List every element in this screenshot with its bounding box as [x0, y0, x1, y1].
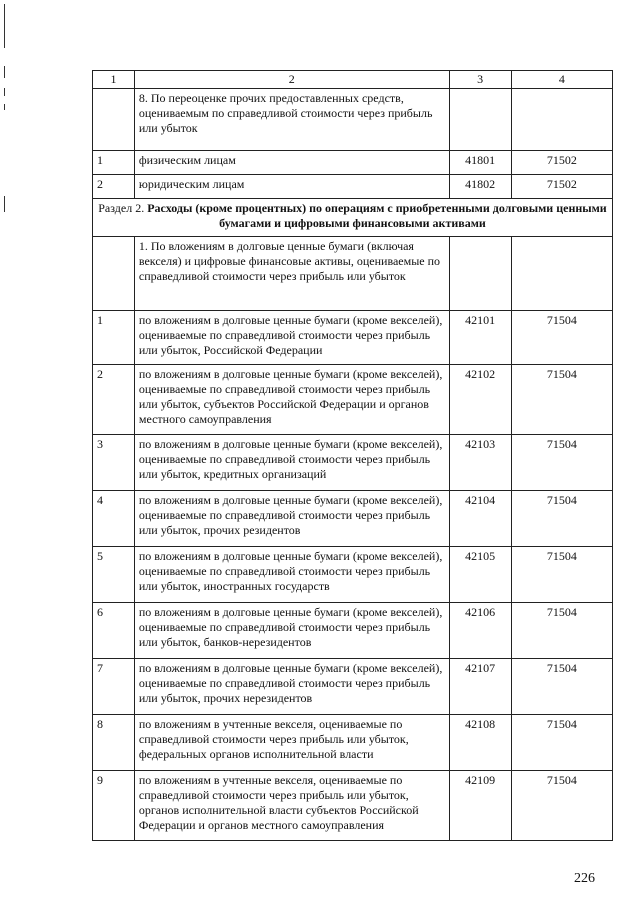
row-text: по вложениям в долговые ценные бумаги (кроме векселей), оцениваемые по справедливой стоимости через прибыль или убыток, прочих нерезидентов: [134, 659, 449, 715]
row-account: [511, 89, 612, 151]
row-account: 71502: [511, 175, 612, 199]
row-number: 4: [93, 491, 135, 547]
table-header-row: [93, 71, 613, 89]
section-title: Расходы (кроме процентных) по операциям с приобретенными долговыми ценными бумагами и цифровыми финансовыми активами: [147, 201, 607, 230]
row-account: 71504: [511, 491, 612, 547]
section-heading: [93, 199, 613, 237]
row-text: 8. По переоценке прочих предоставленных средств, оцениваемым по справедливой стоимости через прибыль или убыток: [134, 89, 449, 151]
row-number: 9: [93, 771, 135, 841]
row-text: по вложениям в долговые ценные бумаги (кроме векселей), оцениваемые по справедливой стоимости через прибыль или убыток, субъектов Российской Федерации и органов местного самоуправления: [134, 365, 449, 435]
row-text: по вложениям в долговые ценные бумаги (кроме векселей), оцениваемые по справедливой стоимости через прибыль или убыток, банков-нерезидентов: [134, 603, 449, 659]
row-text: по вложениям в долговые ценные бумаги (кроме векселей), оцениваемые по справедливой стоимости через прибыль или убыток, кредитных организаций: [134, 435, 449, 491]
row-number: [93, 237, 135, 311]
scan-margin-mark: [4, 66, 5, 78]
row-number: 1: [93, 311, 135, 365]
row-account: 71504: [511, 659, 612, 715]
header-cell-4: 4: [511, 71, 612, 89]
scan-margin-mark: [4, 88, 5, 96]
row-code: 42105: [449, 547, 511, 603]
row-account: 71504: [511, 603, 612, 659]
row-account: [511, 237, 612, 311]
row-code: 42109: [449, 771, 511, 841]
section-prefix: Раздел 2.: [98, 201, 148, 215]
row-code: 42104: [449, 491, 511, 547]
row-account: 71504: [511, 771, 612, 841]
row-code: 42103: [449, 435, 511, 491]
row-text: юридическим лицам: [134, 175, 449, 199]
section-row: [93, 199, 613, 237]
row-number: 3: [93, 435, 135, 491]
header-cell-2: 2: [134, 71, 449, 89]
scan-margin-mark: [4, 196, 5, 212]
row-number: 5: [93, 547, 135, 603]
row-code: 42102: [449, 365, 511, 435]
row-account: 71504: [511, 435, 612, 491]
row-text: по вложениям в долговые ценные бумаги (кроме векселей), оцениваемые по справедливой стоимости через прибыль или убыток, иностранных государств: [134, 547, 449, 603]
table-row: [93, 603, 613, 659]
row-text: по вложениям в долговые ценные бумаги (кроме векселей), оцениваемые по справедливой стоимости через прибыль или убыток, Российской Федерации: [134, 311, 449, 365]
row-number: 8: [93, 715, 135, 771]
row-code: 42108: [449, 715, 511, 771]
row-text: 1. По вложениям в долговые ценные бумаги (включая векселя) и цифровые финансовые активы, оцениваемые по справедливой стоимости через прибыль или убыток: [134, 237, 449, 311]
table-row: [93, 151, 613, 175]
row-code: [449, 89, 511, 151]
scan-margin-mark: [4, 104, 5, 110]
scan-margin-mark: [4, 4, 5, 48]
row-code: 42107: [449, 659, 511, 715]
row-code: 42101: [449, 311, 511, 365]
row-number: [93, 89, 135, 151]
table-row: [93, 659, 613, 715]
row-text: по вложениям в долговые ценные бумаги (кроме векселей), оцениваемые по справедливой стоимости через прибыль или убыток, прочих резидентов: [134, 491, 449, 547]
row-code: 41802: [449, 175, 511, 199]
row-text: по вложениям в учтенные векселя, оцениваемые по справедливой стоимости через прибыль или убыток, органов исполнительной власти субъектов Российской Федерации и органов местного самоуправления: [134, 771, 449, 841]
row-account: 71504: [511, 547, 612, 603]
row-number: 2: [93, 365, 135, 435]
table-row: [93, 311, 613, 365]
accounts-table: [92, 70, 613, 841]
table-row: [93, 435, 613, 491]
row-text: по вложениям в учтенные векселя, оцениваемые по справедливой стоимости через прибыль или убыток, федеральных органов исполнительной власти: [134, 715, 449, 771]
header-cell-3: 3: [449, 71, 511, 89]
table-row: [93, 491, 613, 547]
header-cell-1: 1: [93, 71, 135, 89]
row-number: 1: [93, 151, 135, 175]
table-row: [93, 365, 613, 435]
page-number: 226: [574, 871, 595, 886]
row-account: 71504: [511, 365, 612, 435]
table-row: [93, 547, 613, 603]
row-number: 7: [93, 659, 135, 715]
row-code: 42106: [449, 603, 511, 659]
table-row: [93, 175, 613, 199]
row-account: 71504: [511, 715, 612, 771]
row-code: [449, 237, 511, 311]
row-account: 71504: [511, 311, 612, 365]
table-row: [93, 771, 613, 841]
row-account: 71502: [511, 151, 612, 175]
table-row: [93, 89, 613, 151]
row-number: 2: [93, 175, 135, 199]
table-row: [93, 237, 613, 311]
row-number: 6: [93, 603, 135, 659]
row-code: 41801: [449, 151, 511, 175]
row-text: физическим лицам: [134, 151, 449, 175]
table-row: [93, 715, 613, 771]
